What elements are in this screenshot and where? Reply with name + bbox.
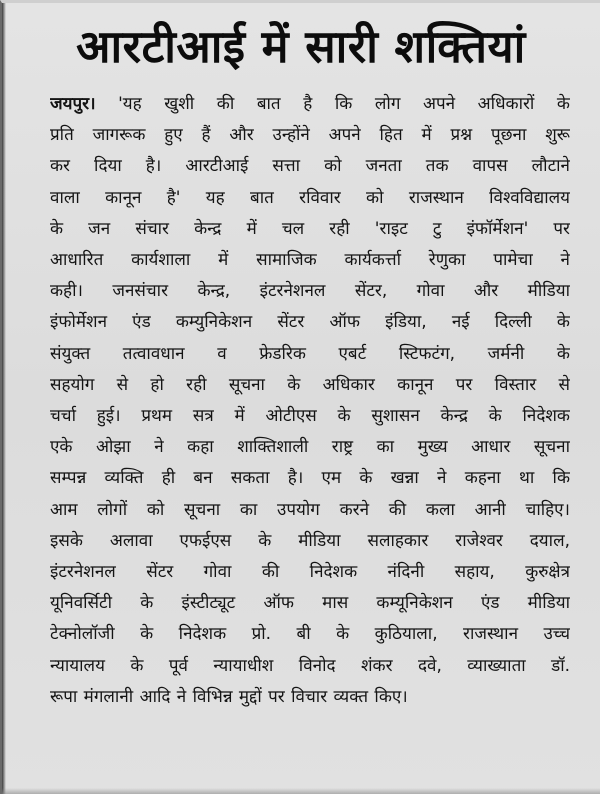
article-line-20: रूपा मंगलानी आदि ने विभिन्न मुद्दों पर विचार व्यक्त किए।	[50, 686, 408, 707]
article-line-19: न्यायालय के पूर्व न्यायाधीश विनोद शंकर दवे, व्याख्याता डॉ.	[50, 655, 570, 676]
article-line-6: आधारित कार्यशाला में सामाजिक कार्यकर्त्ता रेणुका पामेचा ने	[50, 250, 570, 271]
article-line-16: इंटरनेशनल सेंटर गोवा की निदेशक नंदिनी सहाय, कुरुक्षेत्र	[50, 562, 570, 583]
headline: आरटीआई में सारी शक्तियां	[76, 20, 526, 73]
article-line-1	[50, 89, 570, 120]
article-line-11: चर्चा हुई। प्रथम सत्र में ओटीएस के सुशासन केन्द्र के निदेशक	[50, 406, 570, 427]
article-line-13: सम्पन्न व्यक्ति ही बन सकता है। एम के खन्ना ने कहना था कि	[50, 468, 570, 489]
article-line-10: सहयोग से हो रही सूचना के अधिकार कानून पर विस्तार से	[50, 374, 570, 395]
article-line-3: कर दिया है। आरटीआई सत्ता को जनता तक वापस लौटाने	[50, 156, 570, 177]
article-line-2: प्रति जागरूक हुए हैं और उन्होंने अपने हित में प्रश्न पूछना शुरू	[50, 125, 570, 146]
article-line-1-text: 'यह खुशी की बात है कि लोग अपने अधिकारों के	[95, 94, 570, 114]
page-bottom-edge	[2, 788, 600, 794]
dateline: जयपुर।	[50, 94, 96, 114]
article-line-18: टेक्नोलॉजी के निदेशक प्रो. बी के कुठियाला, राजस्थान उच्च	[50, 624, 570, 645]
article-line-8: इंफोर्मेशन एंड कम्युनिकेशन सेंटर ऑफ इंडिया, नई दिल्ली के	[50, 312, 570, 333]
article-body	[2, 67, 600, 713]
article-line-17: यूनिवर्सिटी के इंस्टीट्यूट ऑफ मास कम्यूनिकेशन एंड मीडिया	[50, 593, 570, 614]
page-crease	[2, 3, 6, 794]
article-line-9: संयुक्त तत्वावधान व फ्रेडरिक एबर्ट स्टिफटंग, जर्मनी के	[50, 343, 570, 364]
article-line-15: इसके अलावा एफईएस के मीडिया सलाहकार राजेश्वर दयाल,	[50, 530, 570, 551]
article-line-14: आम लोगों को सूचना का उपयोग करने की कला आनी चाहिए।	[50, 499, 570, 520]
article-line-5: के जन संचार केन्द्र में चल रही 'राइट टु इंफॉर्मेशन' पर	[50, 218, 570, 239]
article-line-4: वाला कानून है' यह बात रविवार को राजस्थान विश्वविद्यालय	[50, 187, 570, 208]
article-line-7: कही। जनसंचार केन्द्र, इंटरनेशनल सेंटर, गोवा और मीडिया	[50, 281, 570, 302]
article-line-12: एके ओझा ने कहा शाक्तिशाली राष्ट्र का मुख्य आधार सूचना	[50, 437, 570, 458]
